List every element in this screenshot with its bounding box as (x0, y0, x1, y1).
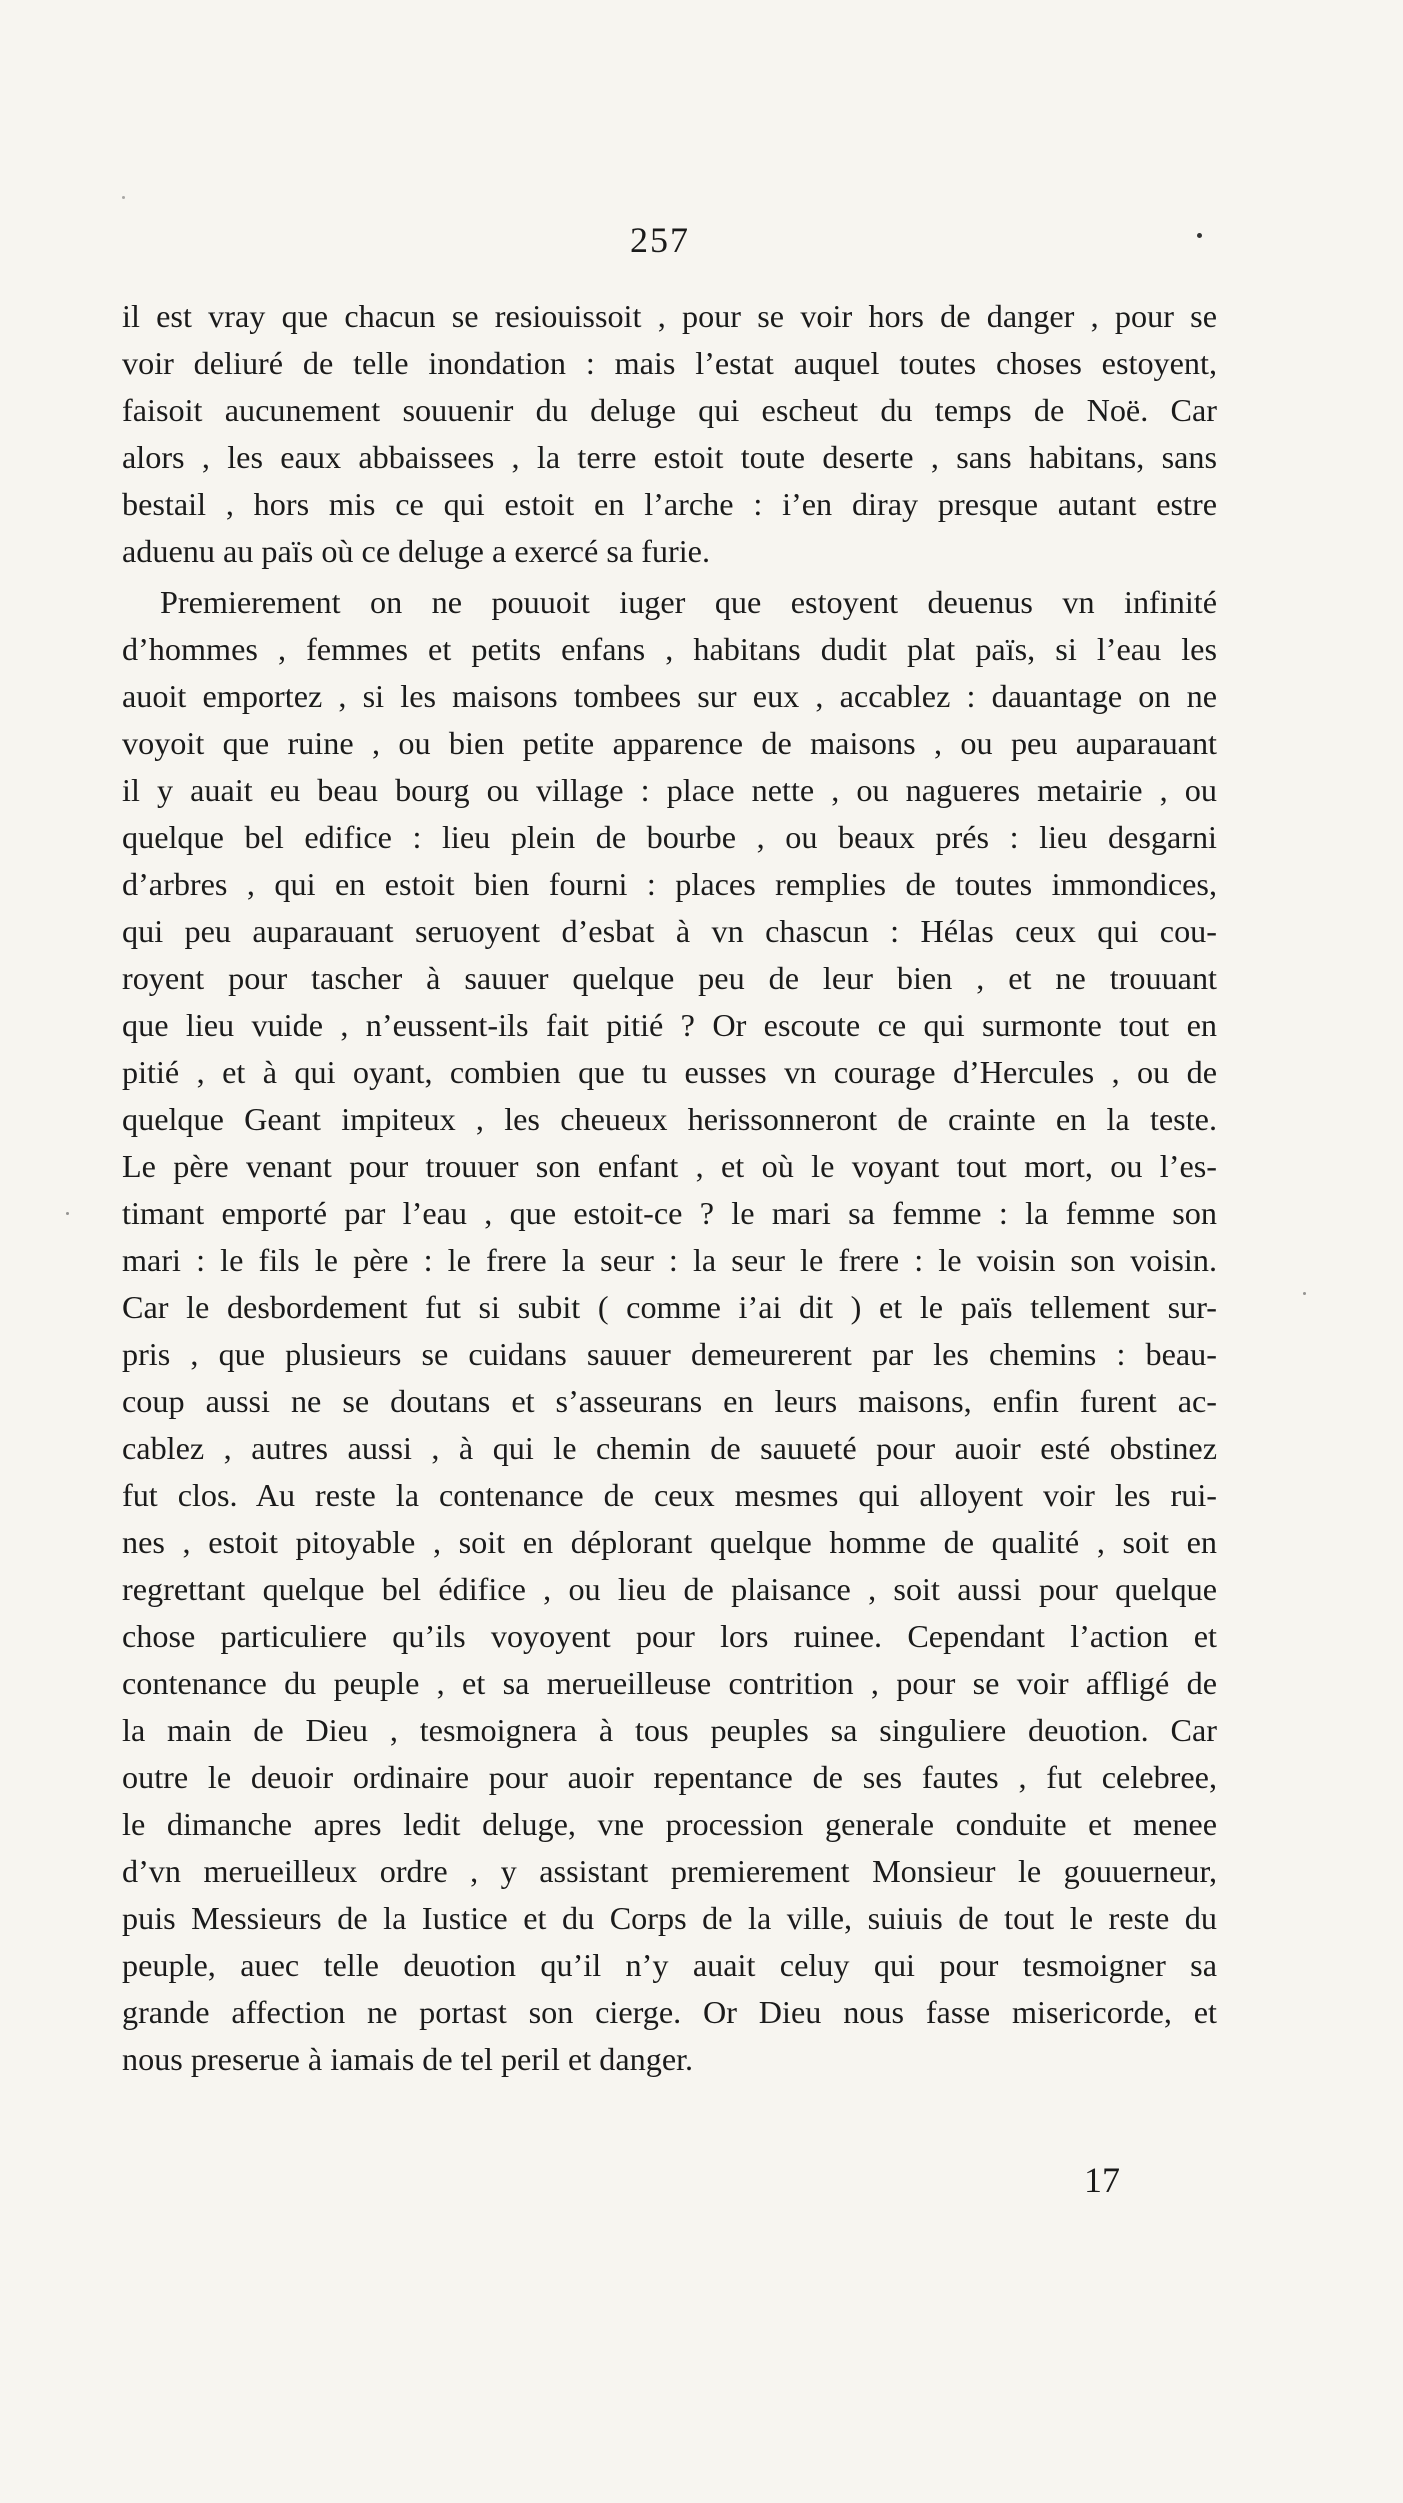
text-line: outre le deuoir ordinaire pour auoir repentance de ses fautes , fut celebree, (122, 1759, 1217, 1795)
text-line: alors , les eaux abbaissees , la terre estoit toute deserte , sans habitans, sans (122, 439, 1217, 475)
text-line: royent pour tascher à sauuer quelque peu de leur bien , et ne trouuant (122, 960, 1217, 996)
text-line: quelque bel edifice : lieu plein de bourbe , ou beaux prés : lieu desgarni (122, 819, 1217, 855)
page-number: 257 (630, 220, 690, 260)
text-line: Car le desbordement fut si subit ( comme i’ai dit ) et le païs tellement sur- (122, 1289, 1217, 1325)
text-line: cablez , autres aussi , à qui le chemin de sauueté pour auoir esté obstinez (122, 1430, 1217, 1466)
paper-speck (1303, 1292, 1306, 1295)
text-line: pris , que plusieurs se cuidans sauuer demeurerent par les chemins : beau- (122, 1336, 1217, 1372)
text-line: Premierement on ne pouuoit iuger que estoyent deuenus vn infinité (160, 584, 1217, 620)
text-line: fut clos. Au reste la contenance de ceux mesmes qui alloyent voir les rui- (122, 1477, 1217, 1513)
text-line: puis Messieurs de la Iustice et du Corps de la ville, suiuis de tout le reste du (122, 1900, 1217, 1936)
text-line: chose particuliere qu’ils voyoyent pour lors ruinee. Cependant l’action et (122, 1618, 1217, 1654)
text-line: d’vn merueilleux ordre , y assistant premierement Monsieur le gouuerneur, (122, 1853, 1217, 1889)
paper-speck (1197, 233, 1202, 238)
text-line: il est vray que chacun se resiouissoit , pour se voir hors de danger , pour se (122, 298, 1217, 334)
text-line: Le père venant pour trouuer son enfant , et où le voyant tout mort, ou l’es- (122, 1148, 1217, 1184)
text-line: nes , estoit pitoyable , soit en déplorant quelque homme de qualité , soit en (122, 1524, 1217, 1560)
text-line: voyoit que ruine , ou bien petite apparence de maisons , ou peu auparauant (122, 725, 1217, 761)
text-line: nous preserue à iamais de tel peril et danger. (122, 2041, 694, 2077)
text-line: contenance du peuple , et sa merueilleuse contrition , pour se voir affligé de (122, 1665, 1217, 1701)
text-line: aduenu au païs où ce deluge a exercé sa furie. (122, 533, 711, 569)
text-line: regrettant quelque bel édifice , ou lieu de plaisance , soit aussi pour quelque (122, 1571, 1217, 1607)
text-line: grande affection ne portast son cierge. Or Dieu nous fasse misericorde, et (122, 1994, 1217, 2030)
text-line: faisoit aucunement souuenir du deluge qui escheut du temps de Noë. Car (122, 392, 1217, 428)
paper-speck (122, 196, 125, 199)
text-line: peuple, auec telle deuotion qu’il n’y auait celuy qui pour tesmoigner sa (122, 1947, 1217, 1983)
text-line: la main de Dieu , tesmoignera à tous peuples sa singuliere deuotion. Car (122, 1712, 1217, 1748)
text-line: que lieu vuide , n’eussent-ils fait pitié ? Or escoute ce qui surmonte tout en (122, 1007, 1217, 1043)
text-line: le dimanche apres ledit deluge, vne procession generale conduite et menee (122, 1806, 1217, 1842)
text-line: quelque Geant impiteux , les cheueux herissonneront de crainte en la teste. (122, 1101, 1217, 1137)
text-line: auoit emportez , si les maisons tombees sur eux , accablez : dauantage on ne (122, 678, 1217, 714)
text-line: timant emporté par l’eau , que estoit-ce ? le mari sa femme : la femme son (122, 1195, 1217, 1231)
signature-mark: 17 (1084, 2160, 1120, 2200)
text-line: pitié , et à qui oyant, combien que tu eusses vn courage d’Hercules , ou de (122, 1054, 1217, 1090)
text-line: il y auait eu beau bourg ou village : place nette , ou nagueres metairie , ou (122, 772, 1217, 808)
text-line: bestail , hors mis ce qui estoit en l’arche : i’en diray presque autant estre (122, 486, 1217, 522)
text-line: coup aussi ne se doutans et s’asseurans en leurs maisons, enfin furent ac- (122, 1383, 1217, 1419)
text-line: d’arbres , qui en estoit bien fourni : places remplies de toutes immondices, (122, 866, 1217, 902)
text-line: voir deliuré de telle inondation : mais l’estat auquel toutes choses estoyent, (122, 345, 1217, 381)
text-line: mari : le fils le père : le frere la seur : la seur le frere : le voisin son voisin. (122, 1242, 1217, 1278)
paper-speck (66, 1212, 69, 1215)
text-line: qui peu auparauant seruoyent d’esbat à vn chascun : Hélas ceux qui cou- (122, 913, 1217, 949)
text-line: d’hommes , femmes et petits enfans , habitans dudit plat païs, si l’eau les (122, 631, 1217, 667)
